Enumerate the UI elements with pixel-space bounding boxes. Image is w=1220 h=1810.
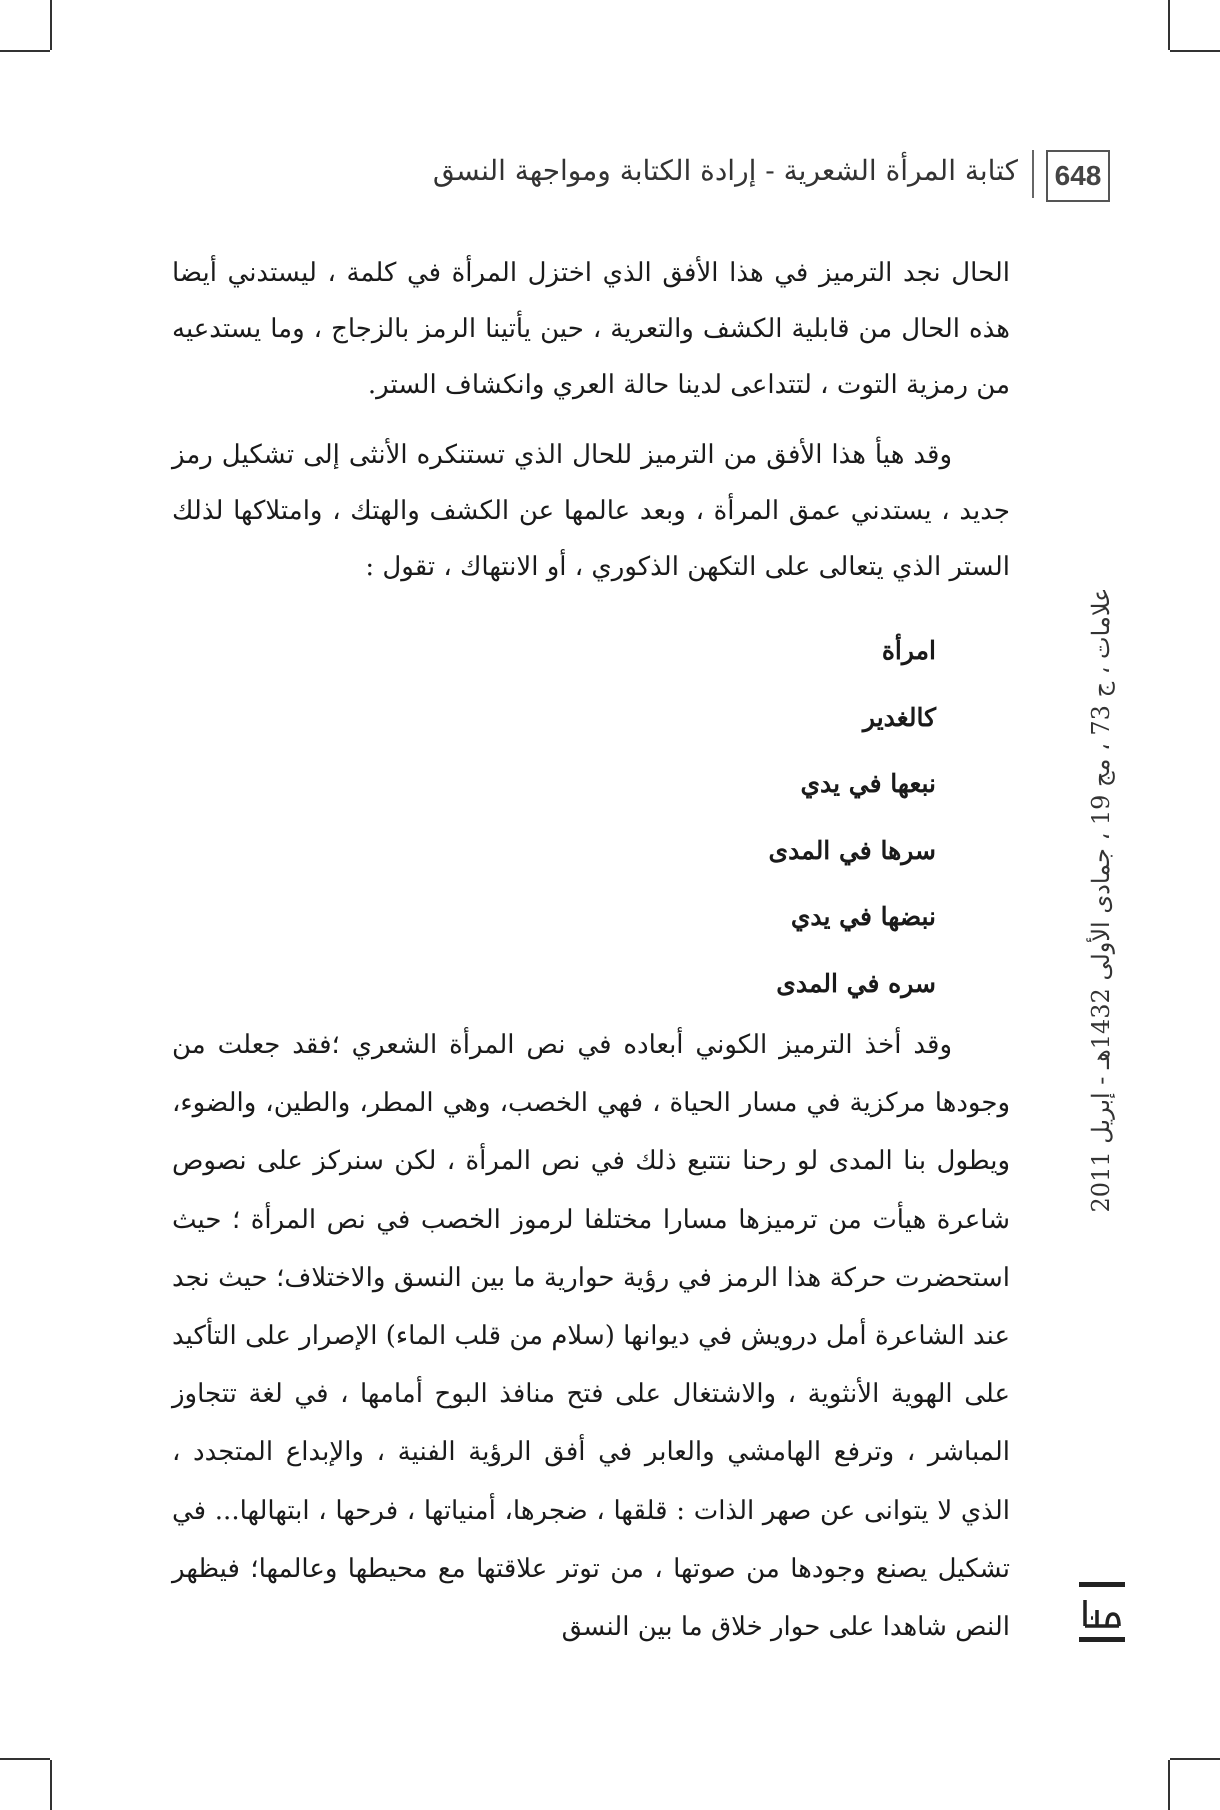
crop-mark [1170,1758,1220,1760]
crop-mark [1168,0,1170,50]
crop-mark [1168,1760,1170,1810]
page-number: 648 [1046,150,1110,202]
poem-block [769,618,936,1017]
crop-mark [0,1758,50,1760]
journal-citation: علامات ، ج 73 ، مج 19 ، جمادى الأولى 1432هـ - إبريل 2011 [1087,587,1115,1213]
paragraph: وقد أخذ الترميز الكوني أبعاده في نص المرأة الشعري ؛فقد جعلت من وجودها مركزية في مسار الحياة ، فهي الخصب، وهي المطر، والطين، والضوء، ويطول بنا المدى لو رحنا نتتبع ذلك في نص المرأة ، لكن سنركز على نصوص شاعرة هيأت من ترميزها مسارا مختلفا لرموز الخصب في نص المرأة ؛ حيث استحضرت حركة هذا الرمز في رؤية حوارية ما بين النسق والاختلاف؛ حيث نجد عند الشاعرة أمل درويش في ديوانها (سلام من قلب الماء) الإصرار على التأكيد على الهوية الأنثوية ، والاشتغال على فتح منافذ البوح أمامها ، في لغة تتجاوز المباشر ، وترفع الهامشي والعابر في أفق الرؤية الفنية ، والإبداع المتجدد ، الذي لا يتوانى عن صهر الذات : قلقها ، ضجرها، أمنياتها ، فرحها ، ابتهالها... في تشكيل يصنع وجودها من صوتها ، من توتر علاقتها مع محيطها وعالمها؛ فيظهر النص شاهدا على حوار خلاق ما بين النسق [172,1030,1010,1643]
poem-line: نبعها في يدي [800,769,936,798]
running-title: كتابة المرأة الشعرية - إرادة الكتابة ومواجهة النسق [432,154,1018,187]
body-text-bottom [172,1016,1010,1656]
poem-line: سرها في المدى [768,835,936,865]
body-text-top [172,245,1010,595]
page-header [330,150,1110,205]
paragraph: الحال نجد الترميز في هذا الأفق الذي اختزل المرأة في كلمة ، ليستدني أيضا هذه الحال من قابلية الكشف والتعرية ، حين يأتينا الرمز بالزجاج ، وما يستدعيه من رمزية التوت ، لتتداعى لدينا حالة العري وانكشاف الستر. [172,258,1010,400]
poem-line: امرأة [881,636,936,665]
crop-mark [50,0,52,50]
crop-mark [1170,50,1220,52]
poem-line: سره في المدى [776,968,936,998]
poem-line: نبضها في يدي [790,902,936,931]
crop-mark [0,50,50,52]
journal-logo [1077,1580,1127,1644]
poem-line: كالغدير [862,702,936,732]
journal-logo-mark [1077,1580,1127,1644]
header-divider [1032,150,1034,198]
crop-mark [50,1760,52,1810]
paragraph: وقد هيأ هذا الأفق من الترميز للحال الذي تستنكره الأنثى إلى تشكيل رمز جديد ، يستدني عمق المرأة ، وبعد عالمها عن الكشف والهتك ، وامتلاكها لذلك الستر الذي يتعالى على التكهن الذكوري ، أو الانتهاك ، تقول : [172,440,1010,582]
